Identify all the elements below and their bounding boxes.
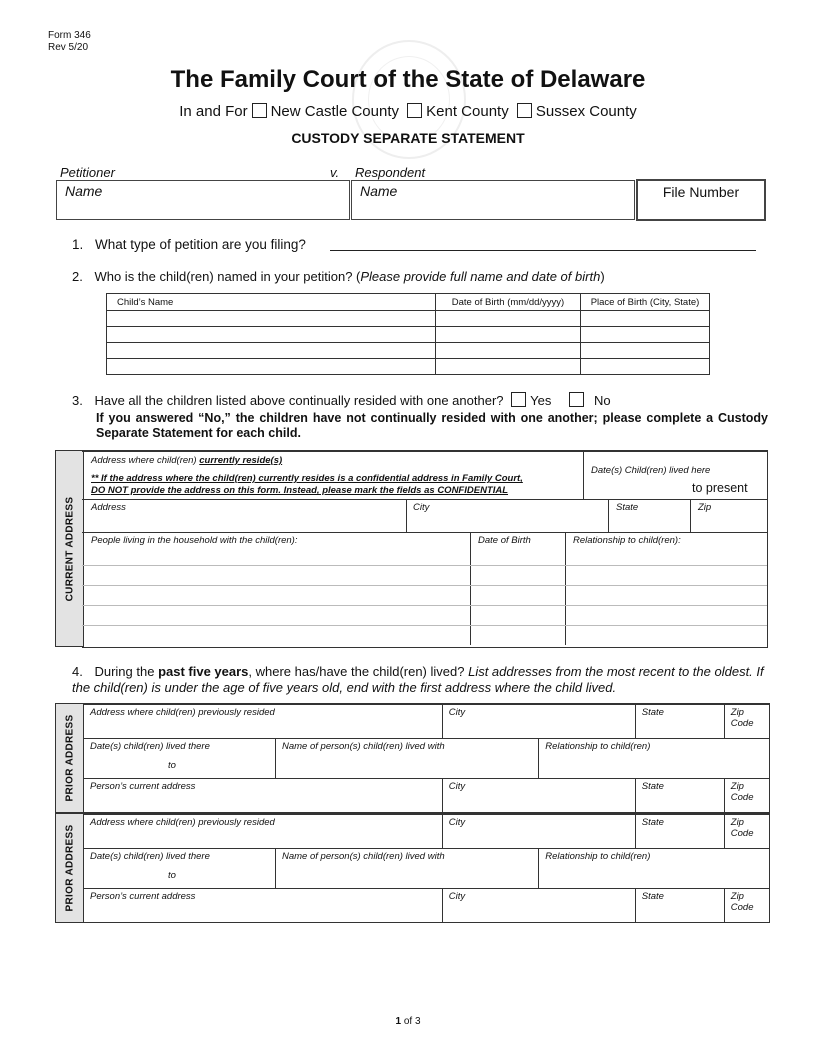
sussex-checkbox[interactable] — [517, 103, 532, 118]
prior-zip-cell[interactable]: Zip Code — [724, 704, 769, 738]
prior-person-name-cell[interactable]: Name of person(s) child(ren) lived with — [276, 848, 539, 888]
current-address-label: Address where child(ren) currently reside(s) — [91, 455, 283, 466]
household-people-label: People living in the household with the child(ren): — [91, 535, 298, 546]
household-relationship-label: Relationship to child(ren): — [573, 535, 681, 546]
new-castle-checkbox[interactable] — [252, 103, 267, 118]
q3-text: Have all the children listed above continually resided with one another? — [94, 393, 504, 408]
table-row[interactable] — [107, 343, 710, 359]
petitioner-name-label: Name — [65, 183, 103, 199]
q4-emphasis: past five years — [158, 664, 249, 679]
yes-checkbox[interactable] — [511, 392, 526, 407]
prior-relationship-cell[interactable]: Relationship to child(ren) — [539, 738, 770, 778]
respondent-label: Respondent — [355, 165, 426, 180]
q1-number: 1. — [72, 237, 84, 252]
no-checkbox[interactable] — [569, 392, 584, 407]
table-row[interactable] — [107, 311, 710, 327]
prior-person-state-cell[interactable]: State — [635, 778, 724, 812]
household-row-line — [82, 565, 767, 566]
q1-text: What type of petition are you filing? — [95, 237, 306, 252]
question-1 — [72, 237, 306, 252]
prior-person-city-cell[interactable]: City — [442, 888, 635, 922]
q4-number: 4. — [72, 664, 83, 679]
form-number: Form 346 — [48, 30, 91, 41]
table-row[interactable] — [107, 359, 710, 375]
q3-number: 3. — [72, 393, 83, 408]
new-castle-label: New Castle County — [270, 103, 399, 120]
prior-state-cell[interactable]: State — [635, 704, 724, 738]
col-child-name: Child’s Name — [107, 294, 436, 311]
current-street-label: Address — [91, 502, 126, 513]
in-and-for-label: In and For — [179, 103, 248, 120]
prior-state-cell[interactable]: State — [635, 814, 724, 848]
currently-resides-label: currently reside(s) — [199, 455, 283, 466]
col-dob: Date of Birth (mm/dd/yyyy) — [436, 294, 581, 311]
table-row[interactable] — [107, 327, 710, 343]
versus-label: v. — [330, 165, 340, 180]
question-3 — [72, 392, 611, 408]
prior-person-zip-cell[interactable]: Zip Code — [724, 888, 769, 922]
dates-lived-label: Date(s) Child(ren) lived here — [591, 465, 711, 476]
confidential-note: ** If the address where the child(ren) currently resides is a confidential address in Family Court, DO NOT provide the address on this form. Instead, please mark the fields as CONFIDENTIAL — [91, 473, 523, 496]
to-present-label: to present — [692, 481, 748, 495]
respondent-name-label: Name — [360, 183, 398, 199]
children-table — [106, 293, 710, 375]
prior-city-cell[interactable]: City — [442, 704, 635, 738]
household-row-line — [82, 605, 767, 606]
form-subtitle: CUSTODY SEPARATE STATEMENT — [291, 130, 525, 146]
prior-zip-cell[interactable]: Zip Code — [724, 814, 769, 848]
yes-label: Yes — [530, 393, 552, 408]
current-address-heading: CURRENT ADDRESS — [64, 496, 75, 601]
q2-number: 2. — [72, 269, 83, 284]
prior-dates-cell[interactable]: Date(s) child(ren) lived there to — [84, 738, 276, 778]
prior-city-cell[interactable]: City — [442, 814, 635, 848]
prior-person-city-cell[interactable]: City — [442, 778, 635, 812]
file-number-label: File Number — [662, 184, 740, 200]
prior-person-zip-cell[interactable]: Zip Code — [724, 778, 769, 812]
kent-label: Kent County — [426, 103, 509, 120]
petitioner-label: Petitioner — [60, 165, 115, 180]
col-place: Place of Birth (City, State) — [581, 294, 710, 311]
prior-person-address-cell[interactable]: Person’s current address — [84, 778, 443, 812]
table-header-row — [107, 294, 710, 311]
q2-text-c: ) — [600, 269, 605, 284]
household-row-line — [82, 625, 767, 626]
petition-type-field[interactable] — [330, 250, 756, 251]
q3-note: If you answered “No,” the children have not continually resided with one another; please complete a Custody Separate Statement for each child. — [96, 411, 768, 440]
current-state-label: State — [616, 502, 639, 513]
sussex-label: Sussex County — [535, 103, 637, 120]
q2-text-a: Who is the child(ren) named in your petition? ( — [94, 269, 361, 284]
prior-address-table-1 — [83, 703, 770, 813]
prior-address-table-2 — [83, 813, 770, 923]
prior-address-sidebar-1: PRIOR ADDRESS — [55, 703, 84, 813]
respondent-name-field[interactable] — [351, 180, 635, 220]
prior-address-cell[interactable]: Address where child(ren) previously resided — [84, 704, 443, 738]
prior-person-name-cell[interactable]: Name of person(s) child(ren) lived with — [276, 738, 539, 778]
prior-relationship-cell[interactable]: Relationship to child(ren) — [539, 848, 770, 888]
question-4: 4. During the past five years, where has/have the child(ren) lived? List addresses from the most recent to the oldest. If the child(ren) is under the age of five years old, end with the first address where the child lived. — [72, 664, 764, 695]
prior-dates-cell[interactable]: Date(s) child(ren) lived there to — [84, 848, 276, 888]
q2-text-b: Please provide full name and date of birth — [360, 269, 601, 284]
kent-checkbox[interactable] — [407, 103, 422, 118]
prior-person-address-cell[interactable]: Person’s current address — [84, 888, 443, 922]
form-revision: Rev 5/20 — [48, 42, 89, 53]
household-dob-label: Date of Birth — [478, 535, 531, 546]
page-number: 1 of 3 — [395, 1016, 421, 1027]
page-title: The Family Court of the State of Delaware — [170, 66, 646, 93]
no-label: No — [593, 393, 611, 408]
petitioner-name-field[interactable] — [56, 180, 350, 220]
question-2 — [72, 269, 605, 284]
file-number-field[interactable] — [636, 179, 766, 221]
current-city-label: City — [413, 502, 430, 513]
county-selector — [0, 103, 816, 120]
current-address-sidebar — [55, 450, 84, 647]
current-zip-label: Zip — [698, 502, 712, 513]
prior-address-sidebar-2: PRIOR ADDRESS — [55, 813, 84, 923]
q4-instructions: List addresses from the most recent to the oldest. If the child(ren) is under the age of five years old, end with the first address where the child lived. — [72, 664, 764, 695]
prior-person-state-cell[interactable]: State — [635, 888, 724, 922]
prior-address-cell[interactable]: Address where child(ren) previously resided — [84, 814, 443, 848]
household-row-line — [82, 585, 767, 586]
